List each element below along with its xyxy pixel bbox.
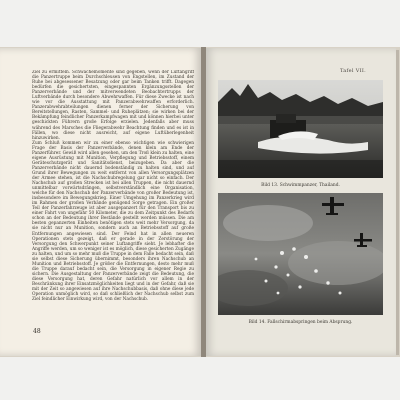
amphibious-vehicle-photo	[218, 80, 383, 178]
book-gutter	[201, 47, 206, 357]
paragraph: Zum Schluß kommen wir zu einer ebenso wichtigen wie schwierigen Frage der Basis der Panzerverbände, denen klein am Ende der Panzerführer. Gewiß wird allen gesehen, um den Troß klein zu halten, eine eigene Ausrüstung mit Munition, Verpflegung und Betriebsstoff, einem Geräteschutzgerät und Sanitätsdienst, beizugeben. Da aber die Panzerverbände nicht dauernd bodenständig zu halten sind, und auf Grund ihrer Bewegungen zu weit entfernt von allen Versorgungsplätzen der Armee stehen, ist die Nachschubregelung gar nicht so einfach. Der Nachschub auf großen Strecken ist bei allen Truppen, die nicht dauernd unmittelbar vorwärtsdrängen, selbstverständlich eine Organisation, welche für den Nachschub der Panzerverbände von großer Bedeutung ist, insbesondere im Bewegungskrieg. Einer Umgehung im Panzerkrieg wird im Rahmen der großen Verbände genügend Sorge getragen. Ein großer Teil der Panzerfahrzeuge ist aber ausgepanzert für den Transport bis zu einer Fahrt von ungefähr 50 Kilometer, die zu dem Zeitpunkt des Bedarfs schon an der Bedeutung ihrer Bestände gestellt werden müssen. Die am besten gepanzerten Einheiten benötigen stets weit mehr Versorgung, da sie nicht nur an Munition, sondern auch an Betriebsstoff auf große Entfernungen angewiesen sind. Der Feind hat in allen neueren Operationen stets gezeigt, daß er gerade in der Zerstörung der Versorgung den Schwerpunkt seiner Luftangriffe sieht. Je lebhafter die Angriffe werden, um so weniger ist es möglich, diese gesicherten Zugänge zu halten, und um so mehr muß die Truppe in dem Falle bedacht sein, daß sie selbst diese Sicherung übernimmt, besonders ihren Nachschub an Munition und Betriebsstoff. Je größer die Entfernungen, desto mehr muß die Truppe darauf bedacht sein, die Versorgung in eigener Regie zu sichern. Die Ausgestaltung der Panzerverbände zeigt die Bedeutung, die diese Versorgung hat, deren Gefahr natürlich vor allem in der Beschränkung ihrer Einsatzmöglichkeiten liegt und in der Gefahr, daß sie mit der Zeit so angewiesen auf ihre Nachschubbasis, daß ohne diese jede Operation unmöglich wird, so daß schließlich der Nachschub selbst zum Ziel feindlicher Einwirkung wird, von der Nachschub.	[32, 140, 194, 303]
left-page-text	[32, 70, 194, 315]
plate-label: Tafel VII.	[340, 68, 367, 74]
paragraph: Ziel zu ermitteln. Schwächemomente sind gegeben, wenn der Luftangriff die Panzertruppe beim Durchschleusen von Engstellen, im Zustand der Ruhe bei abgesessener Besatzung oder gar beim Tanken trifft. Dagegen bedürfen die gesichertsten, eingespannten Ergänzungsstellen der Panzerverbände und der mitverwendeten Beobachtertrupps der Luftverbände durch besondere Abwehrwaffen. Für diese Zwecke ist nach wie vor die Ausstattung mit Panzerabwehrwaffen erforderlich. Panzerabwehrabteilungen dienen ferner der Sicherung von Bereitstellungen, Rasten, Sammel- und Ruheplätzen; sie wirken bei der Bekämpfung feindlicher Panzerkampfwagen mit und können hierbei unter geschickten Führern große Erfolge erzielen. Jedenfalls aber muss während des Marsches die Fliegerabwehr Beachtung finden und es ist in Fällen, wo diese nicht ausreicht, auf eigene Luftüberlegenheit hinzuwirken.	[32, 70, 194, 141]
photo1-caption: Bild 13. Schwimmpanzer, Thailand.	[261, 183, 340, 188]
paratroopers-photo	[218, 193, 383, 315]
page-number: 48	[33, 328, 41, 335]
photo2-caption: Bild 14. Fallschirmabspringen beim Absprung.	[248, 320, 353, 325]
page-edge	[396, 50, 399, 355]
